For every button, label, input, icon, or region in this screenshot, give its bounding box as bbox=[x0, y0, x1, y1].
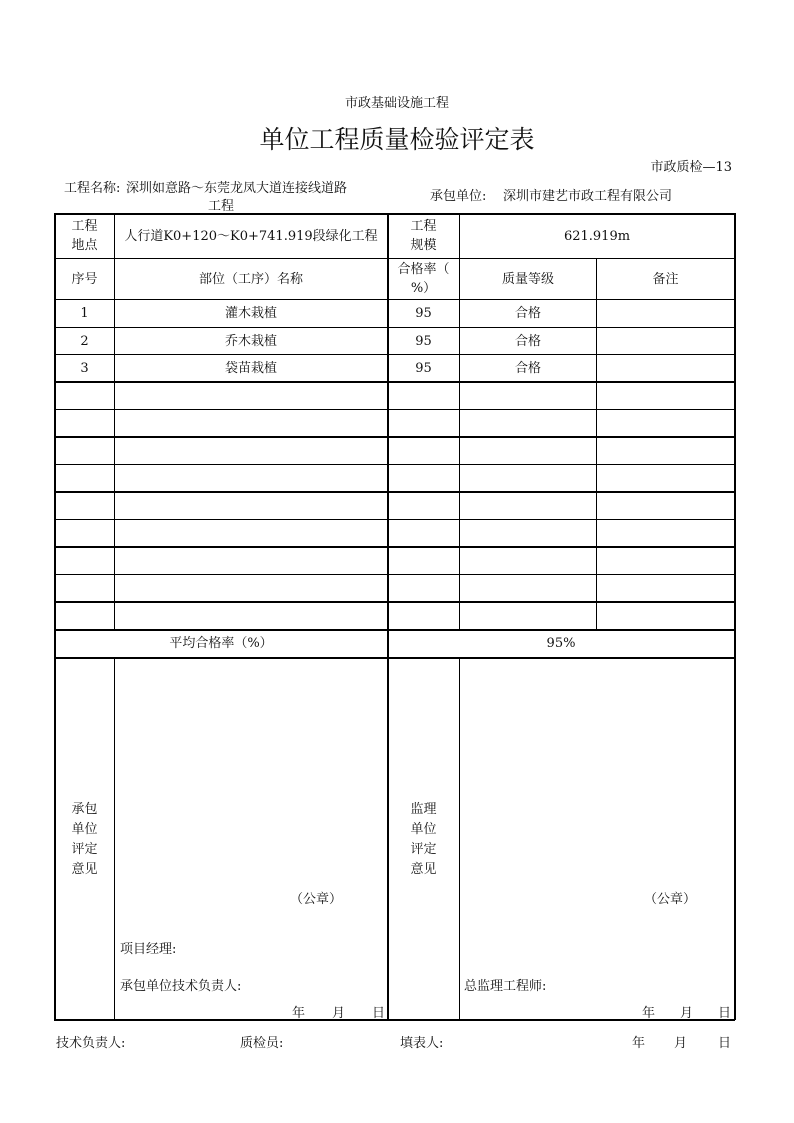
row-remark bbox=[597, 328, 734, 354]
footer-inspector: 质检员: bbox=[240, 1036, 284, 1051]
row-seq: 3 bbox=[80, 361, 89, 376]
row-grade: 合格 bbox=[514, 333, 541, 349]
location-label: 工程 地点 bbox=[71, 219, 98, 253]
contractor-opinion-label: 承包 单位 评定 意见 bbox=[71, 802, 98, 877]
scale-label: 工程 规模 bbox=[410, 219, 437, 253]
contractor-value: 深圳市建艺市政工程有限公司 bbox=[503, 189, 673, 204]
average-pass-rate-label: 平均合格率（%） bbox=[169, 636, 273, 651]
supervisor-seal: （公章） bbox=[644, 892, 697, 907]
supervisor-date-year: 年 bbox=[642, 1006, 656, 1021]
contractor-tech-lead-label: 承包单位技术负责人: bbox=[120, 979, 242, 994]
footer-filler: 填表人: bbox=[400, 1036, 444, 1051]
supervisor-opinion-label: 监理 单位 评定 意见 bbox=[410, 802, 437, 877]
footer-date-day: 日 bbox=[718, 1036, 732, 1051]
footer-date-month: 月 bbox=[674, 1036, 688, 1051]
supervisor-date-day: 日 bbox=[718, 1006, 732, 1021]
contractor-seal: （公章） bbox=[290, 892, 343, 907]
row-part: 袋苗栽植 bbox=[224, 361, 277, 376]
footer-date-year: 年 bbox=[632, 1036, 646, 1051]
row-seq: 2 bbox=[80, 333, 89, 349]
row-grade: 合格 bbox=[514, 361, 541, 376]
footer-tech-lead: 技术负责人: bbox=[56, 1036, 126, 1051]
row-rate: 95 bbox=[415, 333, 432, 349]
chief-supervisor-label: 总监理工程师: bbox=[464, 979, 547, 994]
row-part: 乔木栽植 bbox=[224, 333, 277, 349]
page-title: 单位工程质量检验评定表 bbox=[259, 125, 535, 154]
row-part: 灌木栽植 bbox=[224, 306, 277, 321]
column-header-grade: 质量等级 bbox=[501, 271, 554, 287]
row-remark bbox=[597, 300, 734, 327]
form-code: 市政质检—13 bbox=[650, 160, 732, 175]
location-value: 人行道K0+120～K0+741.919段绿化工程 bbox=[124, 228, 378, 244]
scale-value: 621.919m bbox=[563, 228, 631, 244]
row-rate: 95 bbox=[415, 306, 432, 321]
contractor-date-month: 月 bbox=[332, 1006, 346, 1021]
project-name-label: 工程名称: bbox=[64, 181, 121, 196]
row-seq: 1 bbox=[80, 306, 89, 321]
project-name-line1: 深圳如意路～东莞龙凤大道连接线道路 bbox=[126, 181, 348, 196]
column-header-remark: 备注 bbox=[652, 271, 679, 287]
row-rate: 95 bbox=[415, 361, 432, 376]
contractor-label: 承包单位: bbox=[430, 189, 487, 204]
column-header-seq: 序号 bbox=[71, 271, 98, 287]
contractor-date-year: 年 bbox=[292, 1006, 306, 1021]
contractor-date-day: 日 bbox=[372, 1006, 386, 1021]
row-remark bbox=[597, 355, 734, 382]
project-manager-label: 项目经理: bbox=[120, 942, 177, 957]
row-grade: 合格 bbox=[514, 306, 541, 321]
average-pass-rate-value: 95% bbox=[546, 636, 576, 651]
supervisor-date-month: 月 bbox=[680, 1006, 694, 1021]
column-header-pass-rate: 合格率（ %） bbox=[397, 262, 450, 296]
category-heading: 市政基础设施工程 bbox=[344, 96, 449, 111]
project-name-line2: 工程 bbox=[207, 199, 234, 214]
column-header-part: 部位（工序）名称 bbox=[198, 271, 303, 287]
